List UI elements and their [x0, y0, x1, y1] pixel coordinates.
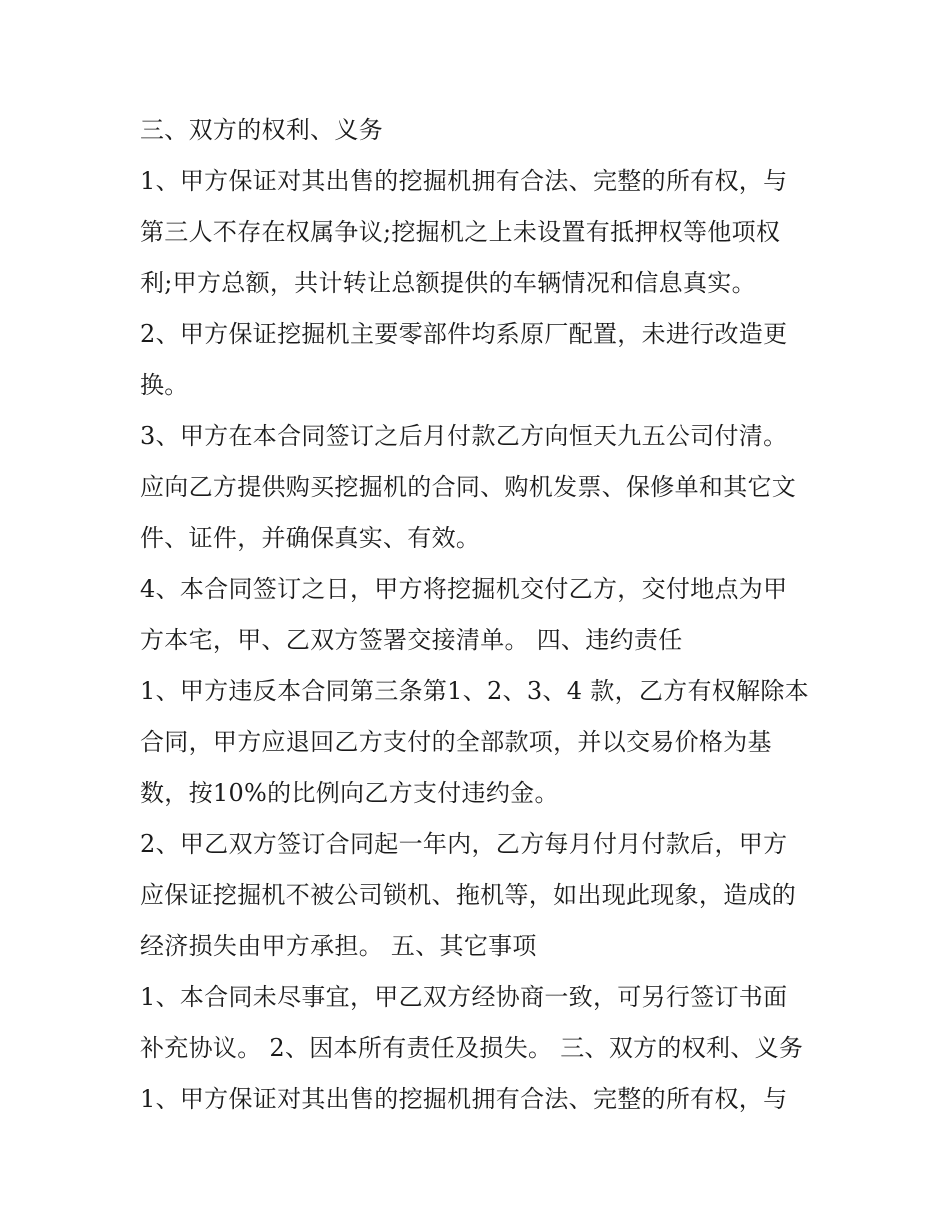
- paragraph-line: 利;甲方总额，共计转让总额提供的车辆情况和信息真实。: [140, 269, 756, 297]
- paragraph-line: 应保证挖掘机不被公司锁机、拖机等，如出现此现象，造成的: [140, 881, 797, 909]
- paragraph-line: 换。: [140, 371, 189, 399]
- paragraph-line: 2、甲乙双方签订合同起一年内，乙方每月付月付款后，甲方: [140, 830, 788, 858]
- paragraph-line: 补充协议。 2、因本所有责任及损失。 三、双方的权利、义务: [140, 1034, 804, 1062]
- paragraph-line: 合同，甲方应退回乙方支付的全部款项，并以交易价格为基: [140, 728, 772, 756]
- paragraph-line: 1、甲方违反本合同第三条第1、2、3、4 款，乙方有权解除本: [140, 677, 809, 705]
- paragraph-line: 1、本合同未尽事宜，甲乙双方经协商一致，可另行签订书面: [140, 983, 788, 1011]
- paragraph-line: 1、甲方保证对其出售的挖掘机拥有合法、完整的所有权，与: [140, 167, 788, 195]
- paragraph-line: 2、甲方保证挖掘机主要零部件均系原厂配置，未进行改造更: [140, 320, 788, 348]
- paragraph-line: 第三人不存在权属争议;挖掘机之上未设置有抵押权等他项权: [140, 218, 781, 246]
- paragraph-line: 数，按10%的比例向乙方支付违约金。: [140, 779, 559, 807]
- paragraph-line: 件、证件，并确保真实、有效。: [140, 524, 481, 552]
- paragraph-line: 4、本合同签订之日，甲方将挖掘机交付乙方，交付地点为甲: [140, 575, 788, 603]
- section-heading-rights-obligations: 三、双方的权利、义务: [140, 116, 383, 144]
- paragraph-line: 1、甲方保证对其出售的挖掘机拥有合法、完整的所有权，与: [140, 1085, 788, 1113]
- paragraph-line: 3、甲方在本合同签订之后月付款乙方向恒天九五公司付清。: [140, 422, 788, 450]
- paragraph-line: 方本宅，甲、乙双方签署交接清单。 四、违约责任: [140, 626, 683, 654]
- paragraph-line: 应向乙方提供购买挖掘机的合同、购机发票、保修单和其它文: [140, 473, 797, 501]
- paragraph-line: 经济损失由甲方承担。 五、其它事项: [140, 932, 537, 960]
